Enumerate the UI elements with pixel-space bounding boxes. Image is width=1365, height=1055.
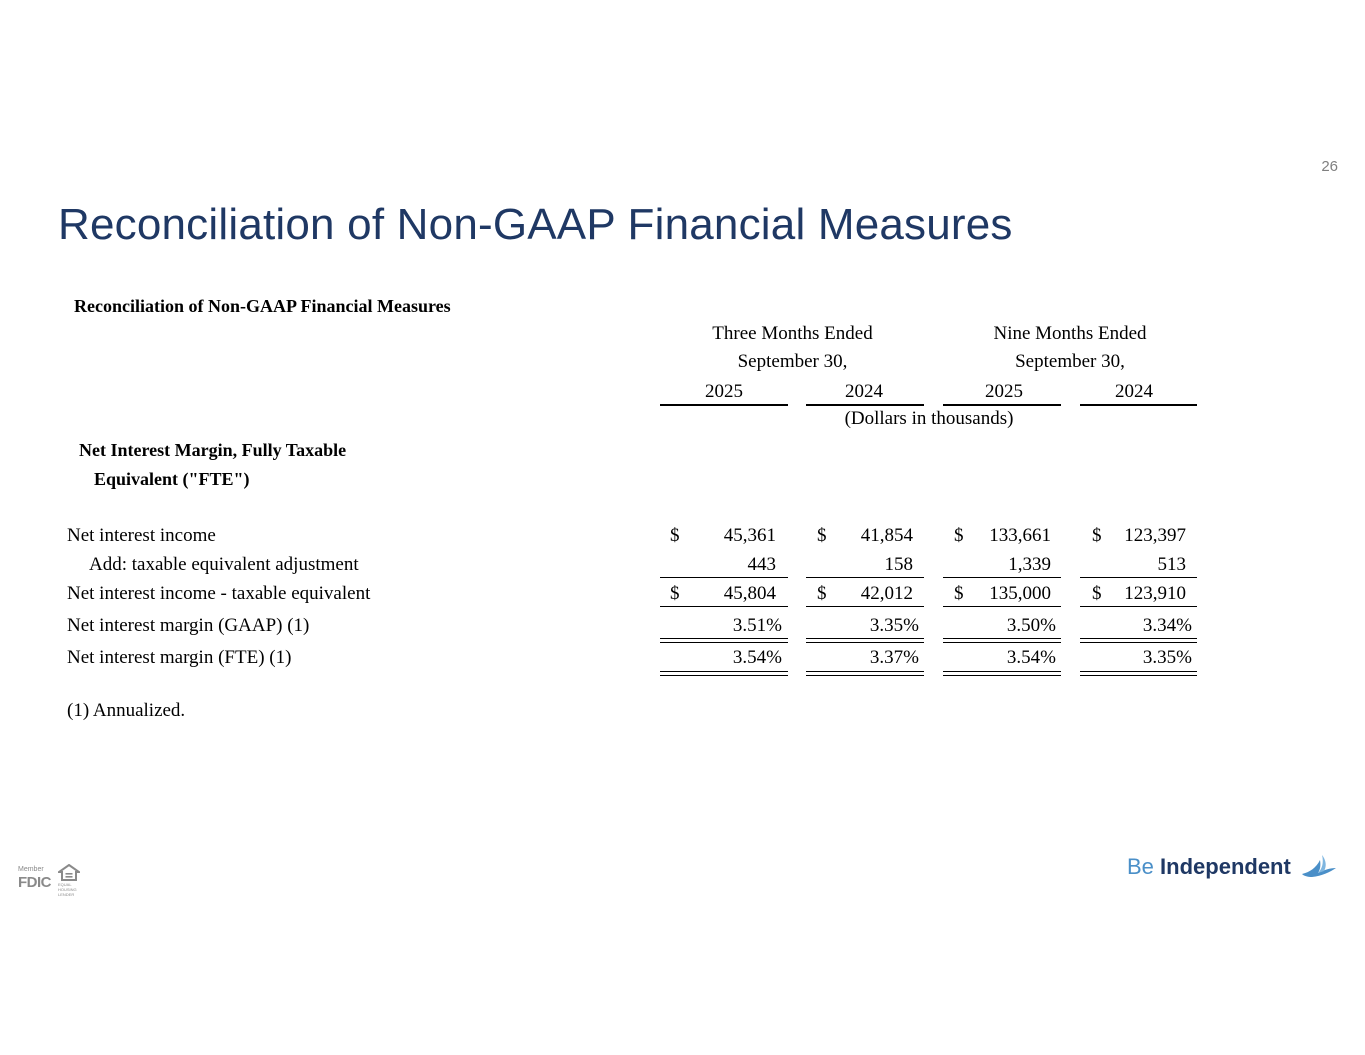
units-note: (Dollars in thousands) <box>844 408 1014 429</box>
subtotal-rule <box>660 577 788 578</box>
subtotal-rule <box>1080 577 1197 578</box>
table-cell: 3.35% <box>1142 647 1192 668</box>
group-header-three-months: Three Months Ended <box>712 323 873 344</box>
currency-symbol: $ <box>817 525 827 546</box>
brand-be: Be <box>1127 854 1154 879</box>
brand-independent: Independent <box>1160 854 1291 879</box>
double-rule <box>806 671 924 676</box>
double-rule <box>1080 671 1197 676</box>
table-cell: 45,361 <box>723 525 776 546</box>
table-cell: 42,012 <box>860 583 913 604</box>
header-underline <box>1080 404 1197 406</box>
row-label: Net interest margin (FTE) (1) <box>67 647 292 668</box>
fdic-member-text: Member <box>18 866 44 873</box>
currency-symbol: $ <box>1092 525 1102 546</box>
table-cell: 3.34% <box>1142 615 1192 636</box>
brand-logo <box>1127 854 1291 880</box>
row-label: Add: taxable equivalent adjustment <box>89 554 359 575</box>
currency-symbol: $ <box>670 583 680 604</box>
table-cell: 3.50% <box>1006 615 1056 636</box>
section-heading-continued: Equivalent ("FTE") <box>94 469 250 489</box>
row-label: Net interest income <box>67 525 216 546</box>
group-header-three-months-date: September 30, <box>737 351 848 372</box>
double-rule <box>660 671 788 676</box>
group-header-nine-months-date: September 30, <box>1015 351 1125 372</box>
bird-icon <box>1300 852 1338 882</box>
table-cell: 123,910 <box>1124 583 1186 604</box>
year-header: 2024 <box>1115 381 1153 402</box>
table-cell: 3.54% <box>732 647 782 668</box>
row-label: Net interest income - taxable equivalent <box>67 583 371 604</box>
subtotal-rule <box>943 577 1061 578</box>
table-cell: 41,854 <box>860 525 913 546</box>
total-rule <box>660 606 788 607</box>
table-cell: 135,000 <box>989 583 1051 604</box>
year-header: 2025 <box>985 381 1023 402</box>
double-rule <box>943 671 1061 676</box>
header-underline <box>806 404 924 406</box>
double-rule <box>1080 638 1197 643</box>
fdic-text: FDIC <box>18 874 51 891</box>
table-cell: 1,339 <box>1008 554 1051 575</box>
table-cell: 3.54% <box>1006 647 1056 668</box>
section-heading: Net Interest Margin, Fully Taxable <box>79 440 347 460</box>
slide-title: Reconciliation of Non-GAAP Financial Measures <box>58 200 1013 249</box>
table-cell: 133,661 <box>989 525 1051 546</box>
currency-symbol: $ <box>1092 583 1102 604</box>
total-rule <box>806 606 924 607</box>
total-rule <box>1080 606 1197 607</box>
currency-symbol: $ <box>670 525 680 546</box>
currency-symbol: $ <box>954 525 964 546</box>
currency-symbol: $ <box>954 583 964 604</box>
header-underline <box>943 404 1061 406</box>
equal-housing-text: LENDER <box>58 892 75 897</box>
double-rule <box>806 638 924 643</box>
table-caption: Reconciliation of Non-GAAP Financial Measures <box>74 296 451 316</box>
row-label: Net interest margin (GAAP) (1) <box>67 615 310 636</box>
table-cell: 3.51% <box>732 615 782 636</box>
double-rule <box>660 638 788 643</box>
equal-housing-text: EQUAL HOUSING <box>58 882 77 892</box>
table-cell: 513 <box>1157 554 1186 575</box>
table-cell: 3.35% <box>869 615 919 636</box>
total-rule <box>943 606 1061 607</box>
group-header-nine-months: Nine Months Ended <box>993 323 1147 344</box>
subtotal-rule <box>806 577 924 578</box>
currency-symbol: $ <box>817 583 827 604</box>
table-cell: 3.37% <box>869 647 919 668</box>
double-rule <box>943 638 1061 643</box>
fdic-equal-housing-logo <box>18 864 88 897</box>
equal-housing-icon <box>58 864 80 881</box>
footnote: (1) Annualized. <box>67 700 186 721</box>
page-number: 26 <box>1321 158 1338 175</box>
table-cell: 158 <box>884 554 913 575</box>
header-underline <box>660 404 788 406</box>
year-header: 2025 <box>705 381 743 402</box>
table-cell: 123,397 <box>1124 525 1186 546</box>
table-cell: 443 <box>747 554 776 575</box>
table-cell: 45,804 <box>723 583 776 604</box>
year-header: 2024 <box>845 381 883 402</box>
